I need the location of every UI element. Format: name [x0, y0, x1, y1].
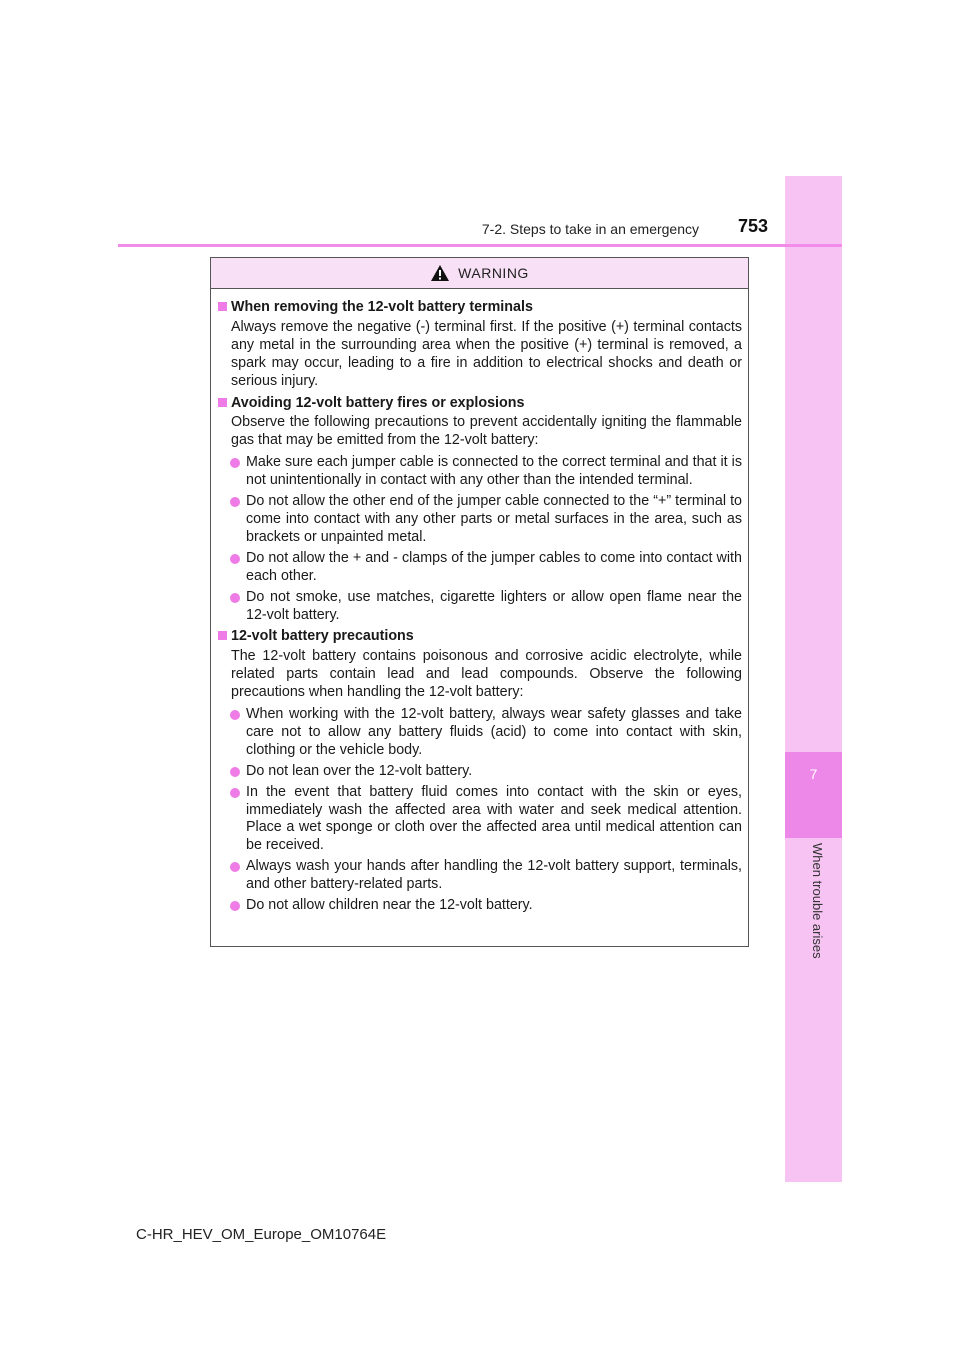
- square-bullet-icon: [218, 631, 227, 640]
- list-item-text: Do not allow the + and - clamps of the jumper cables to come into contact with each other.: [246, 549, 742, 584]
- bullet-icon: [230, 593, 240, 603]
- header-rule: [118, 244, 842, 247]
- page-number: 753: [738, 216, 769, 236]
- list-item-text: When working with the 12-volt battery, always wear safety glasses and take care not to allow any battery fluids (acid) to come into contact with skin, clothing or the vehicle body.: [246, 706, 742, 758]
- warning-header: [211, 258, 748, 289]
- warning-section: [218, 395, 742, 625]
- section-title: 7-2. Steps to take in an emergency: [481, 221, 699, 237]
- list-item-text: Do not smoke, use matches, cigarette lighters or allow open flame near the 12-volt battery.: [246, 588, 742, 623]
- list-item: [218, 763, 742, 781]
- bullet-icon: [230, 497, 240, 507]
- warning-body: [211, 289, 748, 915]
- section-heading-text: 12-volt battery precautions: [231, 628, 414, 645]
- bullet-icon: [230, 901, 240, 911]
- section-heading-text: Avoiding 12-volt battery fires or explosions: [231, 394, 525, 411]
- section-heading-text: When removing the 12-volt battery terminals: [231, 299, 533, 315]
- square-bullet-icon: [218, 302, 227, 311]
- section-paragraph: Always remove the negative (-) terminal first. If the positive (+) terminal contacts any metal in the surrounding area when the positive (+) terminal is removed, a spark may occur, leading to a fire in addition to electrical shocks and death or serious injury.: [231, 318, 742, 389]
- list-item-text: Do not allow children near the 12-volt battery.: [246, 897, 533, 914]
- bullet-icon: [230, 767, 240, 777]
- bullet-icon: [230, 554, 240, 564]
- list-item-text: Do not allow the other end of the jumper cable connected to the “+” terminal to come into contact with any other parts or metal surfaces in the area, such as brackets or unpainted metal.: [246, 493, 742, 545]
- bullet-icon: [230, 710, 240, 720]
- bullet-icon: [230, 862, 240, 872]
- section-heading: [218, 395, 742, 413]
- list-item: [218, 706, 742, 760]
- list-item: [218, 493, 742, 547]
- section-paragraph: The 12-volt battery contains poisonous and corrosive acidic electrolyte, while related parts contain lead and lead compounds. Observe the following precautions when handling the 12-volt battery:: [231, 648, 742, 701]
- chapter-title: When trouble arises: [810, 843, 825, 959]
- list-item-text: In the event that battery fluid comes into contact with the skin or eyes, immediately wash the affected area with water and seek medical attention. Place a wet sponge or cloth over the affected area until medical attention can be received.: [246, 783, 742, 854]
- bullet-icon: [230, 458, 240, 468]
- section-heading: [218, 628, 742, 646]
- list-item-text: Always wash your hands after handling the 12-volt battery support, terminals, and other battery-related parts.: [246, 858, 742, 893]
- document-code: C-HR_HEV_OM_Europe_OM10764E: [136, 1226, 387, 1243]
- list-item: [218, 897, 742, 915]
- warning-section: [218, 299, 742, 391]
- warning-triangle-icon: [430, 264, 450, 282]
- section-paragraph: Observe the following precautions to prevent accidentally igniting the flammable gas that may be emitted from the 12-volt battery:: [231, 414, 742, 449]
- list-item: [218, 589, 742, 625]
- square-bullet-icon: [218, 398, 227, 407]
- list-item: [218, 858, 742, 894]
- list-item: [218, 454, 742, 490]
- side-tab: [785, 176, 842, 1182]
- warning-section: [218, 628, 742, 915]
- list-item-text: Do not lean over the 12-volt battery.: [246, 762, 473, 779]
- list-item: [218, 784, 742, 856]
- section-heading: [218, 299, 742, 317]
- chapter-number: 7: [809, 766, 818, 782]
- list-item-text: Make sure each jumper cable is connected to the correct terminal and that it is not unintentionally in contact with any other than the intended terminal.: [246, 454, 742, 489]
- chapter-tab[interactable]: [785, 752, 842, 838]
- list-item: [218, 550, 742, 586]
- bullet-icon: [230, 788, 240, 798]
- warning-title: WARNING: [458, 265, 529, 281]
- warning-box: [210, 257, 749, 947]
